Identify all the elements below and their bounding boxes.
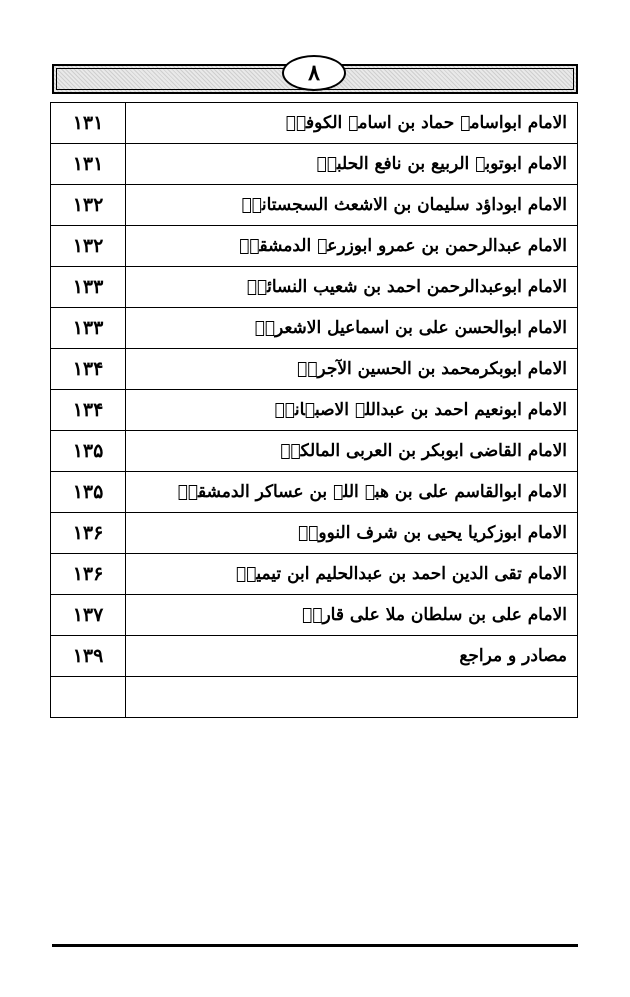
entry-title-cell: الامام ابونعیم احمد بن عبداللہ الاصبہانیؒ bbox=[126, 390, 578, 431]
page-number-cell: ۱۳۶ bbox=[51, 513, 126, 554]
page-number-cell: ۱۳۴ bbox=[51, 349, 126, 390]
table-row bbox=[51, 595, 578, 636]
table-row bbox=[51, 390, 578, 431]
table-row bbox=[51, 308, 578, 349]
entry-title-cell: الامام تقی الدین احمد بن عبدالحلیم ابن تیمیہؒ bbox=[126, 554, 578, 595]
page-number: ۸ bbox=[282, 55, 346, 91]
entry-title-cell: الامام ابوبکرمحمد بن الحسین الآجریؒ bbox=[126, 349, 578, 390]
page-number-cell: ۱۳۵ bbox=[51, 472, 126, 513]
entry-title-cell: الامام ابوالحسن علی بن اسماعیل الاشعریؒ bbox=[126, 308, 578, 349]
table-row bbox=[51, 226, 578, 267]
table-row bbox=[51, 513, 578, 554]
page-number-cell: ۱۳۱ bbox=[51, 103, 126, 144]
entry-title-cell: الامام ابوداؤد سلیمان بن الاشعث السجستانیؒ bbox=[126, 185, 578, 226]
entry-title-cell bbox=[126, 677, 578, 718]
page-number-cell: ۱۳۲ bbox=[51, 226, 126, 267]
entry-title-cell: الامام ابوالقاسم علی بن ھبۃ اللہ بن عساکر الدمشقیؒ bbox=[126, 472, 578, 513]
entry-title-cell: الامام ابواسامۃ حماد بن اسامۃ الکوفیؒ bbox=[126, 103, 578, 144]
entry-title-cell: الامام علی بن سلطان ملا علی قاریؒ bbox=[126, 595, 578, 636]
footer-rule bbox=[52, 944, 578, 947]
entry-title-cell: الامام القاضی ابوبکر بن العربی المالکیؒ bbox=[126, 431, 578, 472]
table-row bbox=[51, 103, 578, 144]
page-number-cell: ۱۳۲ bbox=[51, 185, 126, 226]
toc-table bbox=[50, 102, 578, 718]
page-number-cell: ۱۳۵ bbox=[51, 431, 126, 472]
table-row bbox=[51, 144, 578, 185]
page-number-cell: ۱۳۷ bbox=[51, 595, 126, 636]
page-number-cell: ۱۳۳ bbox=[51, 308, 126, 349]
page-number-cell: ۱۳۴ bbox=[51, 390, 126, 431]
page-number-cell: ۱۳۶ bbox=[51, 554, 126, 595]
table-row bbox=[51, 677, 578, 718]
page-number-cell: ۱۳۹ bbox=[51, 636, 126, 677]
table-row bbox=[51, 472, 578, 513]
table-row bbox=[51, 349, 578, 390]
entry-title-cell: مصادر و مراجع bbox=[126, 636, 578, 677]
entry-title-cell: الامام عبدالرحمن بن عمرو ابوزرعۃ الدمشقیؒ bbox=[126, 226, 578, 267]
page-number-cell bbox=[51, 677, 126, 718]
table-row bbox=[51, 636, 578, 677]
page-number-cell: ۱۳۳ bbox=[51, 267, 126, 308]
entry-title-cell: الامام ابوتوبۃ الربیع بن نافع الحلبیؒ bbox=[126, 144, 578, 185]
table-row bbox=[51, 431, 578, 472]
entry-title-cell: الامام ابوزکریا یحیی بن شرف النوویؒ bbox=[126, 513, 578, 554]
entry-title-cell: الامام ابوعبدالرحمن احمد بن شعیب النسائیؒ bbox=[126, 267, 578, 308]
table-row bbox=[51, 554, 578, 595]
page-number-cell: ۱۳۱ bbox=[51, 144, 126, 185]
table-row bbox=[51, 185, 578, 226]
table-row bbox=[51, 267, 578, 308]
